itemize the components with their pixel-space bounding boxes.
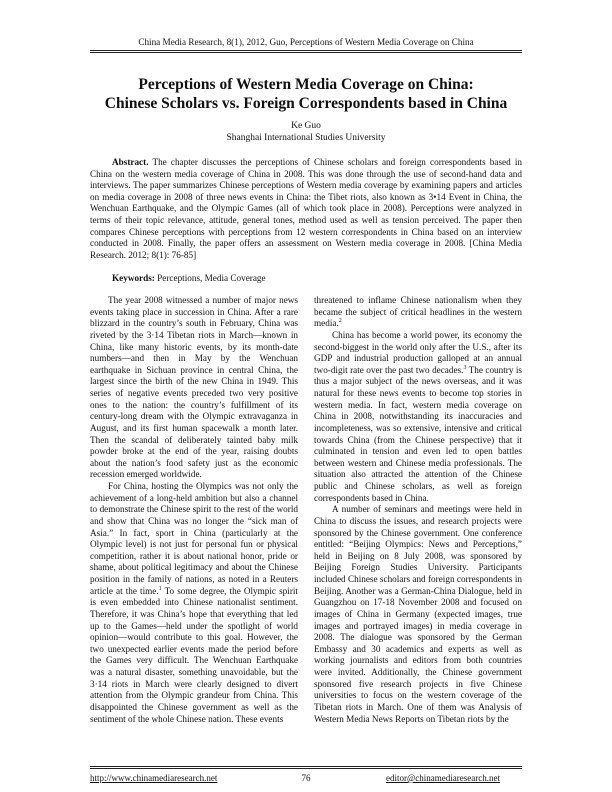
footer-website [90, 773, 217, 784]
abstract [90, 157, 522, 261]
paragraph [90, 481, 298, 725]
website-link[interactable]: http://www.chinamediaresearch.net [90, 773, 218, 783]
footnote-marker[interactable]: 3 [463, 364, 467, 371]
footer-rule-bottom [90, 768, 522, 769]
paragraph [314, 295, 522, 330]
body-column-right [314, 295, 522, 753]
keywords-label: Keywords: [112, 273, 155, 283]
page-number: 76 [301, 773, 311, 783]
author-name: Ke Guo [291, 121, 321, 131]
abstract-text: The chapter discusses the perceptions of Chinese scholars and foreign correspondents based in China on the western media coverage of China in 2008. This was done through the use of second-hand data and interviews. The paper summarizes Chinese perceptions of Western media coverage by examining papers and articles on media coverage in 2008 of three news events in China: the Tibet riots, also known as 3•14 Event in China, the Wenchuan Earthquake, and the Olympic Games (all of which took place in 2008). Perceptions were analyzed in terms of their topic relevance, attitude, general tones, method used as well as tension perceived. The paper then compares Chinese perceptions with perceptions from 12 western correspondents in China based on an interview conducted in 2008. Finally, the paper offers an assessment on Western media coverage in 2008. [China Media Research. 2012; 8(1): 76-85] [90, 157, 522, 260]
email-link[interactable]: editor@chinamediaresearch.net [386, 773, 500, 783]
footnote-marker[interactable]: 2 [338, 318, 342, 325]
paper-title [60, 75, 552, 113]
title-line-2: Chinese Scholars vs. Foreign Correspondents based in China [104, 95, 508, 112]
footer-rule-top [90, 766, 522, 767]
paragraph-text: For China, hosting the Olympics was not only the achievement of a long-held ambition but also a channel to demonstrate the Chinese spirit to the rest of the world and show that China was no longer the “sick man of Asia.” In fact, sport in China (particularly at the Olympic level) is not just for personal fun or physical competition, rather it is about national honor, pride or shame, about political legitimacy and about the Chinese position in the family of nations, as noted in a Reuters article at the time. [90, 481, 298, 596]
author-affiliation: Shanghai International Studies University [226, 133, 386, 143]
paragraph: The year 2008 witnessed a number of major news events taking place in succession in China. After a rare blizzard in the country’s south in February, China was riveted by the 3·14 Tibetan riots in March—known in China, like many historic events, by its month-date numbers—and then in May by the Wenchuan earthquake in Sichuan province in central China, the largest since the birth of the new China in 1949. This series of negative events preceded two very positive ones to the nation: the country’s fulfillment of its century-long dream with the Olympic extravaganza in August, and its first human spacewalk a month later. Then the scandal of deliberately tainted baby milk powder broke at the end of the year, raising doubts about the nation’s food safety just as the economic recession emerged worldwide. [90, 295, 298, 480]
abstract-label: Abstract. [112, 157, 149, 167]
paragraph: A number of seminars and meetings were held in China to discuss the issues, and research projects were sponsored by the Chinese government. One conference entitled: “Beijing Olympics: News and Perceptions,” held in Beijing on 8 July 2008, was sponsored by Beijing Foreign Studies University. Participants included Chinese scholars and foreign correspondents in Beijing. Another was a German-China Dialogue, held in Guangzhou on 17-18 November 2008 and focused on images of China in Germany (expected images, true images and portrayed images) in media coverage in 2008. The dialogue was sponsored by the German Embassy and 30 academics and experts as well as working journalists and editors from both countries were invited. Additionally, the Chinese government sponsored five research projects in five Chinese universities to focus on the western coverage of the Tibetan riots in March. One of them was Analysis of Western Media News Reports on Tibetan riots by the [314, 504, 522, 724]
running-head: China Media Research, 8(1), 2012, Guo, Perceptions of Western Media Coverage on China [138, 37, 474, 47]
paragraph-text: China has become a world power, its economy the second-biggest in the world only after the U.S., after its GDP and industrial production galloped at an annual two-digit rate over the past two decades. [314, 329, 522, 375]
keywords-text: Perceptions, Media Coverage [157, 273, 266, 283]
footer-email [386, 773, 500, 784]
header-rule-top [90, 50, 522, 51]
body-column-left [90, 295, 298, 753]
paragraph [314, 330, 522, 504]
keywords [90, 273, 522, 285]
author-block [60, 120, 552, 144]
paragraph-text: The country is thus a major subject of the news overseas, and it was natural for these news events to become top stories in western media. In fact, western media coverage on China in 2008, notwithstanding its inaccuracies and incompleteness, was so extensive, intensive and critical towards China (from the Chinese perspective) that it culminated in tension and even led to open battles between western and Chinese media professionals. The situation also attracted the attention of the Chinese public and Chinese scholars, as well as foreign correspondents based in China. [314, 364, 522, 503]
footnote-marker[interactable]: 1 [158, 585, 162, 592]
paragraph-text: threatened to inflame Chinese nationalism when they became the subject of critical headlines in the western media. [314, 295, 522, 329]
header-rule-bottom [90, 52, 522, 53]
paragraph-text: To some degree, the Olympic spirit is even embedded into Chinese nationalist sentiment. Therefore, it was China’s hope that everything that led up to the Games—held under the spotlight of world opinion—would contribute to this goal. However, the two unexpected earlier events made the period before the Games very difficult. The Wenchuan Earthquake was a natural disaster, something unavoidable, but the 3·14 riots in March were clearly designed to divert attention from the Olympic grandeur from China. This disappointed the Chinese government as well as the sentiment of the whole Chinese nation. These events [90, 585, 298, 724]
title-line-1: Perceptions of Western Media Coverage on China: [138, 76, 474, 93]
